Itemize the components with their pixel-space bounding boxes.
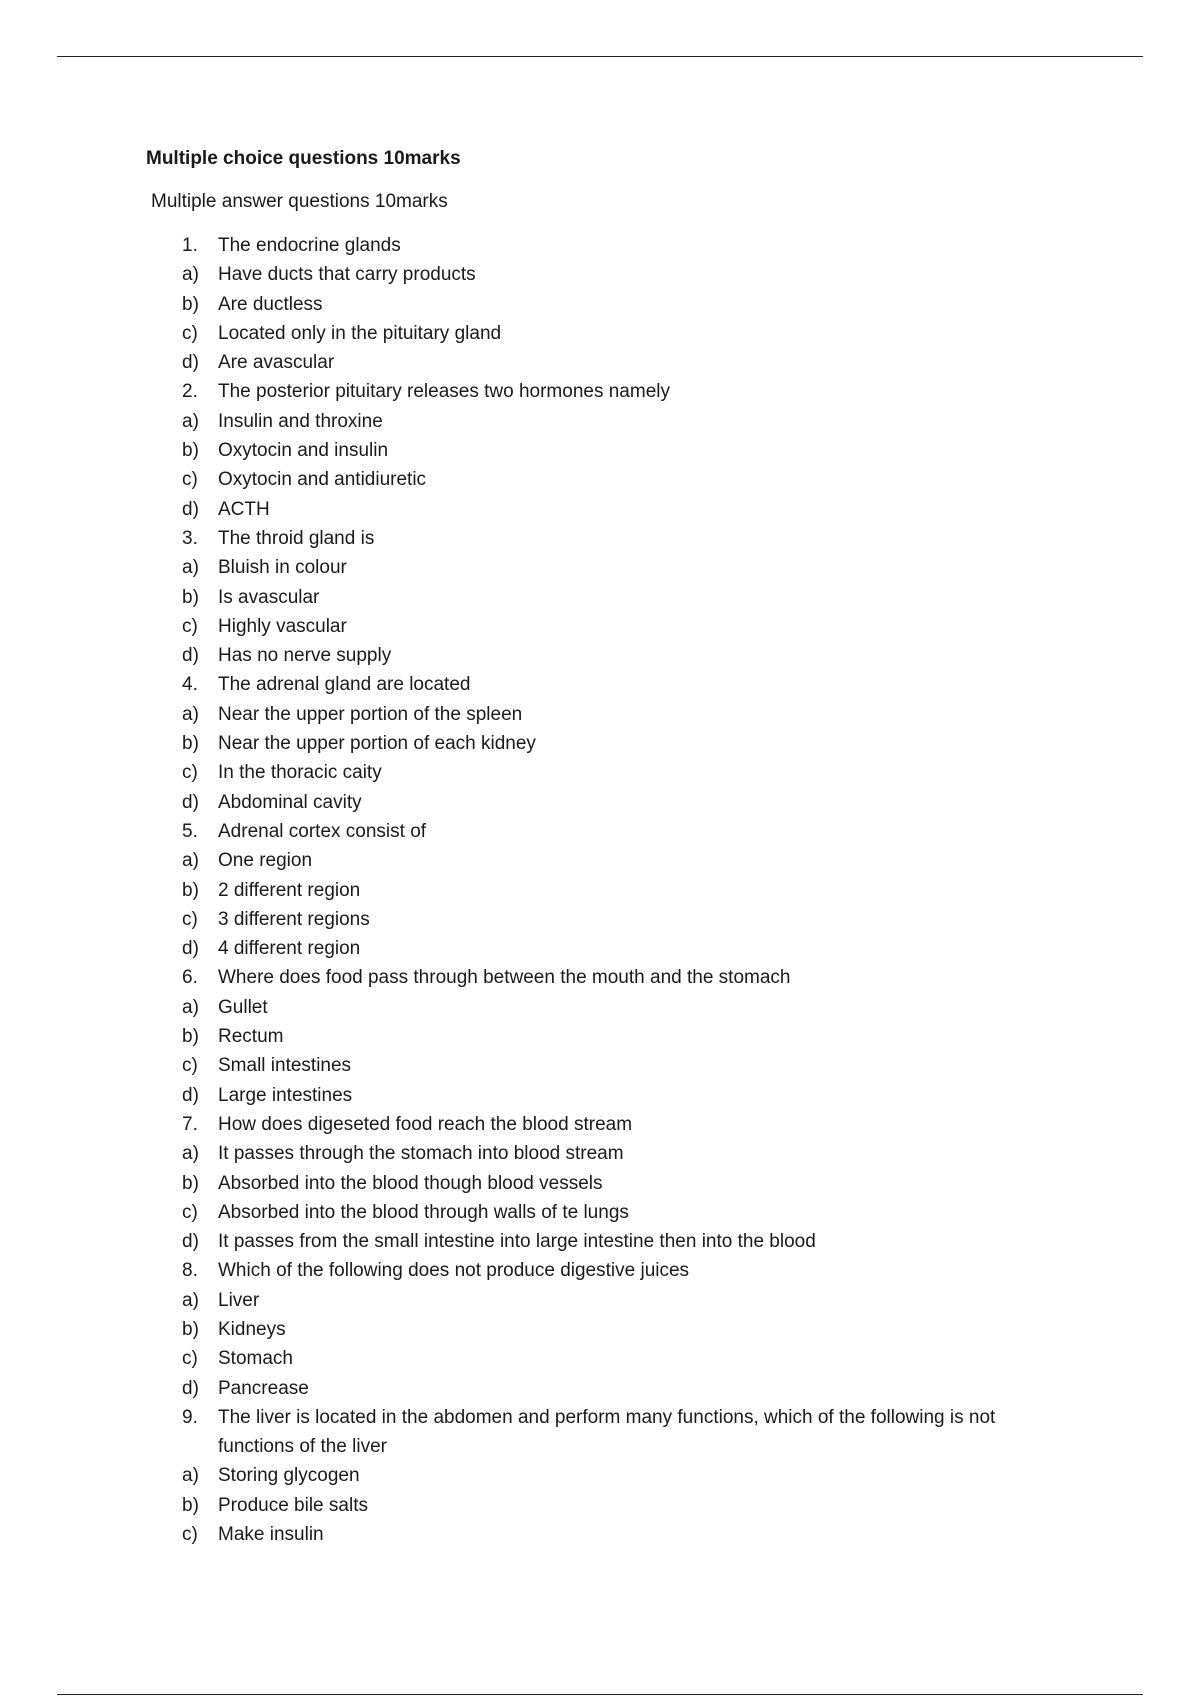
option-letter: b) [182,879,199,901]
question-item [146,377,1086,406]
option-text: 4 different region [218,938,361,960]
option-item [146,758,1086,787]
option-text: 2 different region [218,879,361,901]
header-rule [57,56,1143,57]
option-letter: b) [182,1026,199,1048]
option-text: Rectum [218,1026,284,1048]
question-text: The endocrine glands [218,235,401,256]
option-item [146,1520,1086,1549]
question-number: 3. [182,527,198,549]
question-number: 9. [182,1406,198,1428]
option-item [146,553,1086,582]
option-item [146,641,1086,670]
option-letter: a) [182,1289,199,1311]
option-text: Oxytocin and insulin [218,440,389,462]
option-item [146,465,1086,494]
option-text: Liver [218,1289,260,1311]
question-text: The adrenal gland are located [218,674,471,696]
option-item [146,348,1086,377]
option-letter: c) [182,1348,198,1370]
option-text: It passes from the small intestine into large intestine then into the blood [218,1231,816,1253]
option-letter: c) [182,908,198,930]
option-text: It passes through the stomach into blood stream [218,1143,624,1165]
option-letter: d) [182,352,199,374]
option-item [146,1051,1086,1080]
section-heading-multiple-answer: Multiple answer questions 10marks [151,191,448,212]
option-item [146,407,1086,436]
option-letter: a) [182,850,199,872]
option-item [146,1491,1086,1520]
option-item [146,700,1086,729]
option-item [146,260,1086,289]
option-item [146,846,1086,875]
option-letter: b) [182,1172,199,1194]
option-text: One region [218,850,313,872]
option-letter: b) [182,1494,199,1516]
question-text: Adrenal cortex consist of [218,820,427,842]
option-text: Small intestines [218,1055,352,1077]
question-item [146,524,1086,553]
option-text: Has no nerve supply [218,645,392,667]
option-letter: c) [182,1524,198,1546]
option-text: Make insulin [218,1524,324,1546]
option-letter: d) [182,1231,199,1253]
option-item [146,436,1086,465]
option-text: Is avascular [218,586,320,608]
option-letter: d) [182,1084,199,1106]
option-letter: a) [182,703,199,725]
option-item [146,1374,1086,1403]
option-text: Gullet [218,996,268,1018]
question-number: 6. [182,967,198,989]
option-letter: b) [182,586,199,608]
option-item [146,788,1086,817]
option-item [146,876,1086,905]
question-number: 8. [182,1260,198,1282]
option-item [146,319,1086,348]
option-text: In the thoracic caity [218,762,382,784]
option-item [146,1286,1086,1315]
option-text: Bluish in colour [218,557,347,579]
option-text: Have ducts that carry products [218,264,476,286]
option-letter: a) [182,410,199,432]
option-item [146,905,1086,934]
question-number: 2. [182,381,198,403]
option-letter: c) [182,469,198,491]
option-item [146,1139,1086,1168]
option-text: Absorbed into the blood though blood vessels [218,1172,603,1194]
option-letter: d) [182,645,199,667]
option-letter: a) [182,1465,199,1487]
option-item [146,1344,1086,1373]
option-text: Are avascular [218,352,335,374]
option-item [146,583,1086,612]
option-text: Abdominal cavity [218,791,362,813]
option-letter: a) [182,1143,199,1165]
option-text: Near the upper portion of the spleen [218,703,523,725]
option-letter: d) [182,791,199,813]
option-letter: b) [182,1318,199,1340]
option-item [146,1227,1086,1256]
option-letter: a) [182,996,199,1018]
option-text: Large intestines [218,1084,353,1106]
question-number: 1. [182,235,198,256]
option-item [146,1198,1086,1227]
option-letter: b) [182,440,199,462]
question-item [146,817,1086,846]
option-text: 3 different regions [218,908,370,930]
option-item [146,1315,1086,1344]
option-letter: c) [182,615,198,637]
question-item [146,1403,1086,1462]
option-item [146,290,1086,319]
document-body [146,145,1086,1549]
option-item [146,993,1086,1022]
option-letter: b) [182,293,199,315]
option-text: Insulin and throxine [218,410,383,432]
option-text: Absorbed into the blood through walls of te lungs [218,1201,629,1223]
question-number: 5. [182,820,198,842]
option-letter: c) [182,762,198,784]
option-item [146,1169,1086,1198]
option-text: Oxytocin and antidiuretic [218,469,427,491]
option-text: Storing glycogen [218,1465,360,1487]
option-text: ACTH [218,498,270,520]
question-item [146,963,1086,992]
option-letter: a) [182,264,199,286]
option-letter: b) [182,733,199,755]
option-text: Pancrease [218,1377,309,1399]
option-item [146,729,1086,758]
footer-rule [57,1694,1143,1695]
question-text: The posterior pituitary releases two hormones namely [218,381,670,403]
question-text: Which of the following does not produce digestive juices [218,1260,690,1282]
option-item [146,934,1086,963]
option-letter: c) [182,1201,198,1223]
option-letter: d) [182,1377,199,1399]
question-list [146,231,1086,1549]
question-number: 4. [182,674,198,696]
option-letter: d) [182,498,199,520]
option-text: Are ductless [218,293,323,315]
option-letter: a) [182,557,199,579]
option-text: Kidneys [218,1318,286,1340]
question-item [146,231,1086,260]
option-item [146,612,1086,641]
option-text: Located only in the pituitary gland [218,322,502,344]
option-letter: d) [182,938,199,960]
question-text: The liver is located in the abdomen and perform many functions, which of the following is not functions of the liver [218,1406,996,1458]
section-heading-multiple-choice: Multiple choice questions 10marks [146,148,461,169]
option-item [146,1461,1086,1490]
option-item [146,495,1086,524]
option-text: Highly vascular [218,615,347,637]
option-letter: c) [182,1055,198,1077]
question-item [146,670,1086,699]
option-text: Near the upper portion of each kidney [218,733,536,755]
question-text: Where does food pass through between the mouth and the stomach [218,967,791,989]
option-text: Stomach [218,1348,293,1370]
option-item [146,1022,1086,1051]
option-letter: c) [182,322,198,344]
question-text: How does digeseted food reach the blood stream [218,1113,633,1135]
question-text: The throid gland is [218,527,375,549]
question-item [146,1256,1086,1285]
question-item [146,1110,1086,1139]
option-text: Produce bile salts [218,1494,368,1516]
question-number: 7. [182,1113,198,1135]
option-item [146,1081,1086,1110]
